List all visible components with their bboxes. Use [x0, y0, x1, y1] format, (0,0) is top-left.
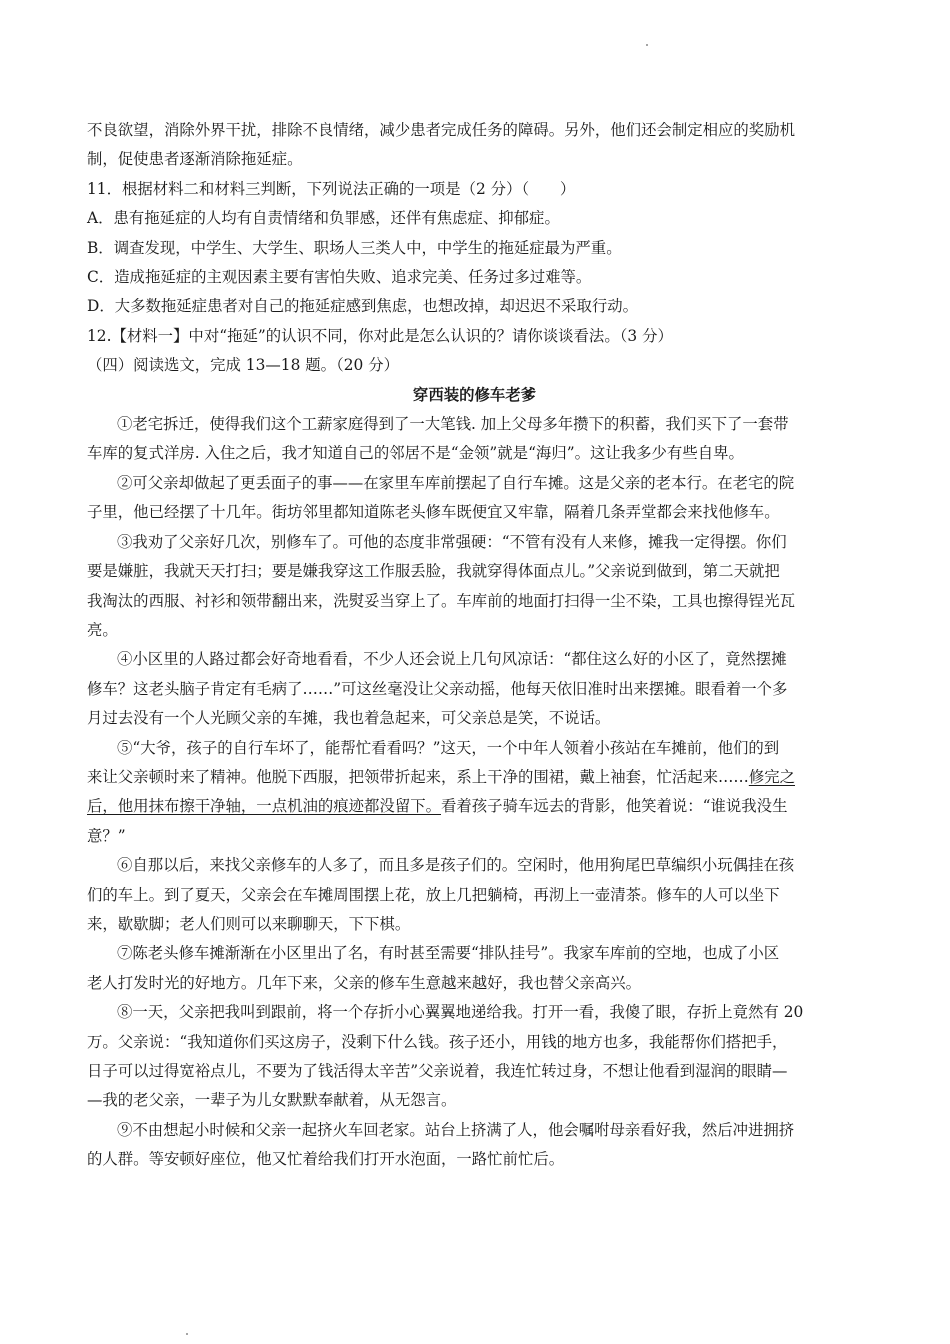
page-mark-bottom	[186, 1333, 188, 1335]
text-line: ④小区里的人路过都会好奇地看看，不少人还会说上几句风凉话：“都住这么好的小区了，竟然摆摊	[117, 650, 787, 669]
material-three-tail	[87, 116, 862, 175]
text-line: 我淘汰的西服、衬衫和领带翻出来，洗熨妥当穿上了。车库前的地面打扫得一尘不染，工具也擦得锃光瓦	[87, 591, 795, 610]
text-line: ⑨不由想起小时候和父亲一起挤火车回老家。站台上挤满了人，他会嘱咐母亲看好我，然后冲进拥挤	[117, 1120, 795, 1139]
text-line: ⑥自那以后，来找父亲修车的人多了，而且多是孩子们的。空闲时，他用狗尾巴草编织小玩偶挂在孩	[117, 856, 795, 875]
question-stem: 11．根据材料二和材料三判断，下列说法正确的一项是（2 分）（ ）	[87, 179, 576, 198]
paragraph-7	[87, 939, 862, 998]
question-11	[87, 175, 862, 322]
text-line: 来，歇歇脚；老人们则可以来聊聊天，下下棋。	[87, 914, 411, 933]
option-c: C．造成拖延症的主观因素主要有害怕失败、追求完美、任务过多过难等。	[87, 268, 592, 287]
plain-text: 看着孩子骑车远去的背影，他笑着说：“谁说我没生	[441, 797, 788, 816]
text-line: ③我劝了父亲好几次，别修车了。可他的态度非常强硬：“不管有没有人来修，摊我一定得摆。你们	[117, 532, 787, 551]
section-four-heading: （四）阅读选文，完成 13—18 题。（20 分）	[87, 356, 399, 375]
text-line: ①老宅拆迁，使得我们这个工薪家庭得到了一大笔钱. 加上父母多年攒下的积蓄，我们买下了一套带	[117, 415, 789, 434]
text-line: ⑦陈老头修车摊渐渐在小区里出了名，有时甚至需要“排队挂号”。我家车库前的空地，也成了小区	[117, 944, 780, 963]
underlined-sentence: 修完之	[748, 767, 795, 786]
text-line: 们的车上。到了夏天，父亲会在车摊周围摆上花，放上几把躺椅，再沏上一壶清茶。修车的人可以坐下	[87, 885, 780, 904]
paragraph-2	[87, 469, 862, 528]
text-line	[87, 792, 862, 821]
text-line: ⑧一天，父亲把我叫到跟前，将一个存折小心翼翼地递给我。打开一看，我傻了眼，存折上竟然有 20	[117, 1003, 804, 1022]
text-line: 车库的复式洋房. 入住之后，我才知道自己的邻居不是“金领”就是“海归”。这让我多少有些自卑。	[87, 444, 744, 463]
text-line: 制，促使患者逐渐消除拖延症。	[87, 150, 303, 169]
text-line: 意？”	[87, 826, 126, 845]
paragraph-5	[87, 734, 862, 852]
text-line: 老人打发时光的好地方。几年下来，父亲的修车生意越来越好，我也替父亲高兴。	[87, 973, 642, 992]
text-line: ⑤“大爷，孩子的自行车坏了，能帮忙看看吗？”这天，一个中年人领着小孩站在车摊前，他们的到	[117, 738, 780, 757]
page-mark-top	[646, 44, 648, 46]
paragraph-8	[87, 998, 862, 1116]
option-a: A．患有拖延症的人均有自责情绪和负罪感，还伴有焦虑症、抑郁症。	[87, 209, 560, 228]
text-line: 子里，他已经摆了十几年。街坊邻里都知道陈老头修车既便宜又牢靠，隔着几条弄堂都会来找他修车。	[87, 503, 780, 522]
option-d: D．大多数拖延症患者对自己的拖延症感到焦虑，也想改掉，却迟迟不采取行动。	[87, 297, 639, 316]
paragraph-1	[87, 410, 862, 469]
option-b: B．调查发现，中学生、大学生、职场人三类人中，中学生的拖延症最为严重。	[87, 238, 622, 257]
paragraph-9	[87, 1116, 862, 1175]
paragraph-3	[87, 528, 862, 646]
text-line: 不良欲望，消除外界干扰，排除不良情绪，减少患者完成任务的障碍。另外，他们还会制定相应的奖励机	[87, 121, 795, 139]
paragraph-6	[87, 851, 862, 939]
text-line: ②可父亲却做起了更丢面子的事——在家里车库前摆起了自行车摊。这是父亲的老本行。在老宅的院	[117, 473, 795, 492]
text-line: 修车？这老头脑子肯定有毛病了……”可这丝毫没让父亲动摇，他每天依旧准时出来摆摊。眼看着一个多	[87, 679, 788, 698]
text-line: 月过去没有一个人光顾父亲的车摊，我也着急起来，可父亲总是笑，不说话。	[87, 709, 611, 728]
article-title: 穿西装的修车老爹	[412, 385, 537, 404]
text-line: —我的老父亲，一辈子为儿女默默奉献着，从无怨言。	[87, 1091, 457, 1110]
text-line: 亮。	[87, 620, 118, 639]
text-line	[87, 763, 862, 792]
plain-text: 来让父亲顿时来了精神。他脱下西服，把领带折起来，系上干净的围裙，戴上袖套，忙活起来……	[87, 767, 749, 786]
text-line: 的人群。等安顿好座位，他又忙着给我们打开水泡面，一路忙前忙后。	[87, 1150, 565, 1169]
question-12: 12.【材料一】中对“拖延”的认识不同，你对此是怎么认识的？请你谈谈看法。（3 分）	[87, 326, 673, 345]
exam-page	[87, 116, 862, 1175]
text-line: 万。父亲说：“我知道你们买这房子，没剩下什么钱。孩子还小，用钱的地方也多，我能帮你们搭把手，	[87, 1032, 788, 1051]
text-line: 要是嫌脏，我就天天打扫；要是嫌我穿这工作服丢脸，我就穿得体面点儿。”父亲说到做到，第二天就把	[87, 562, 780, 581]
text-line: 日子可以过得宽裕点儿，不要为了钱活得太辛苦”父亲说着，我连忙转过身，不想让他看到湿润的眼睛—	[87, 1062, 788, 1080]
underlined-sentence: 后，他用抹布擦干净轴，一点机油的痕迹都没留下。	[87, 797, 441, 816]
paragraph-4	[87, 645, 862, 733]
